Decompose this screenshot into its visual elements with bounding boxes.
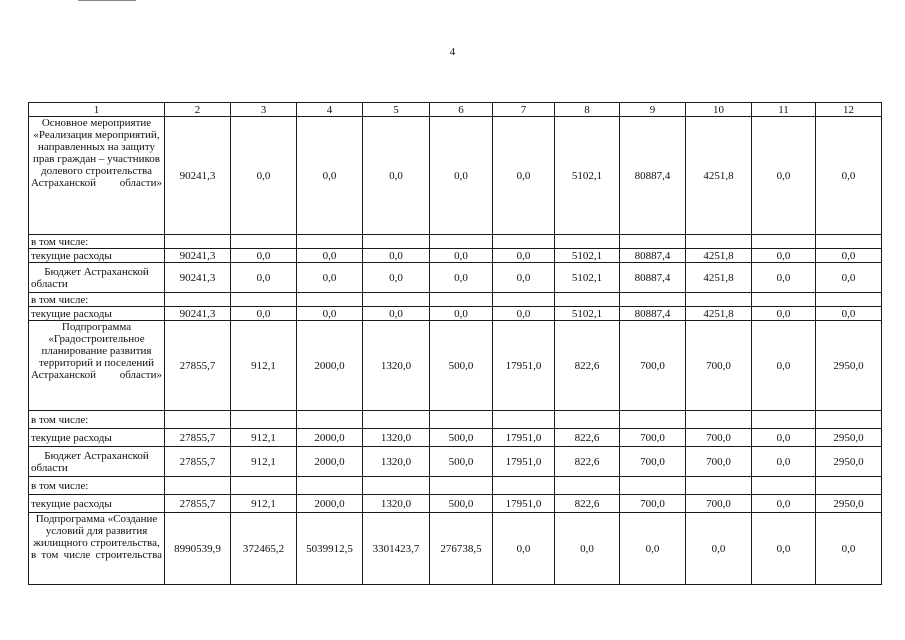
value-cell: 0,0 xyxy=(816,263,882,293)
value-cell: 0,0 xyxy=(752,263,816,293)
value-cell: 27855,7 xyxy=(165,321,231,411)
value-cell: 0,0 xyxy=(752,429,816,447)
value-cell xyxy=(231,235,297,249)
value-cell: 0,0 xyxy=(231,307,297,321)
value-cell: 5102,1 xyxy=(555,263,620,293)
value-cell: 0,0 xyxy=(430,263,493,293)
value-cell: 0,0 xyxy=(231,117,297,235)
value-cell: 0,0 xyxy=(816,249,882,263)
value-cell: 0,0 xyxy=(752,513,816,585)
value-cell xyxy=(620,477,686,495)
value-cell: 0,0 xyxy=(297,117,363,235)
value-cell: 0,0 xyxy=(231,249,297,263)
value-cell xyxy=(493,235,555,249)
table-row xyxy=(29,495,882,513)
value-cell xyxy=(555,293,620,307)
value-cell: 90241,3 xyxy=(165,307,231,321)
value-cell: 0,0 xyxy=(752,117,816,235)
value-cell: 90241,3 xyxy=(165,249,231,263)
value-cell: 0,0 xyxy=(816,513,882,585)
table-row xyxy=(29,117,882,235)
value-cell: 0,0 xyxy=(363,117,430,235)
header-cell: 4 xyxy=(297,103,363,117)
value-cell xyxy=(231,477,297,495)
value-cell: 2950,0 xyxy=(816,429,882,447)
value-cell: 0,0 xyxy=(752,495,816,513)
value-cell: 90241,3 xyxy=(165,117,231,235)
table-row xyxy=(29,307,882,321)
value-cell: 0,0 xyxy=(493,249,555,263)
value-cell: 500,0 xyxy=(430,429,493,447)
header-cell: 9 xyxy=(620,103,686,117)
value-cell xyxy=(816,293,882,307)
table-row xyxy=(29,249,882,263)
header-cell: 10 xyxy=(686,103,752,117)
value-cell: 700,0 xyxy=(620,447,686,477)
value-cell: 0,0 xyxy=(493,513,555,585)
value-cell xyxy=(165,411,231,429)
value-cell xyxy=(493,411,555,429)
row-label: Подпрограмма «Создание условий для развития жилищного строительства, в том числе строительства xyxy=(29,513,165,585)
value-cell: 0,0 xyxy=(686,513,752,585)
value-cell xyxy=(363,235,430,249)
value-cell xyxy=(493,293,555,307)
value-cell xyxy=(752,235,816,249)
value-cell: 0,0 xyxy=(493,117,555,235)
value-cell: 0,0 xyxy=(297,307,363,321)
value-cell: 0,0 xyxy=(363,307,430,321)
value-cell: 17951,0 xyxy=(493,495,555,513)
value-cell xyxy=(231,411,297,429)
value-cell: 5039912,5 xyxy=(297,513,363,585)
value-cell: 17951,0 xyxy=(493,321,555,411)
value-cell: 0,0 xyxy=(297,249,363,263)
value-cell xyxy=(555,235,620,249)
value-cell xyxy=(165,293,231,307)
table-row xyxy=(29,447,882,477)
value-cell: 8990539,9 xyxy=(165,513,231,585)
value-cell: 0,0 xyxy=(231,263,297,293)
value-cell: 912,1 xyxy=(231,495,297,513)
value-cell xyxy=(363,293,430,307)
value-cell: 5102,1 xyxy=(555,117,620,235)
value-cell xyxy=(686,293,752,307)
value-cell: 700,0 xyxy=(620,429,686,447)
value-cell xyxy=(297,477,363,495)
value-cell: 0,0 xyxy=(430,117,493,235)
value-cell xyxy=(297,235,363,249)
value-cell xyxy=(430,411,493,429)
value-cell: 912,1 xyxy=(231,429,297,447)
value-cell xyxy=(620,293,686,307)
row-label: в том числе: xyxy=(29,411,165,429)
value-cell: 500,0 xyxy=(430,447,493,477)
value-cell xyxy=(363,477,430,495)
value-cell: 912,1 xyxy=(231,447,297,477)
scan-mark xyxy=(78,0,136,1)
value-cell xyxy=(165,235,231,249)
value-cell: 0,0 xyxy=(752,321,816,411)
value-cell: 80887,4 xyxy=(620,117,686,235)
value-cell: 4251,8 xyxy=(686,307,752,321)
value-cell: 700,0 xyxy=(686,429,752,447)
value-cell: 0,0 xyxy=(430,249,493,263)
value-cell: 0,0 xyxy=(363,263,430,293)
value-cell: 17951,0 xyxy=(493,429,555,447)
value-cell: 2950,0 xyxy=(816,447,882,477)
value-cell xyxy=(620,411,686,429)
value-cell xyxy=(165,477,231,495)
value-cell: 822,6 xyxy=(555,447,620,477)
value-cell xyxy=(686,477,752,495)
value-cell xyxy=(555,477,620,495)
value-cell: 0,0 xyxy=(620,513,686,585)
value-cell: 2950,0 xyxy=(816,321,882,411)
table-row xyxy=(29,411,882,429)
header-row xyxy=(29,103,882,117)
value-cell: 2000,0 xyxy=(297,495,363,513)
row-label: в том числе: xyxy=(29,235,165,249)
value-cell: 700,0 xyxy=(686,321,752,411)
value-cell: 0,0 xyxy=(752,307,816,321)
table-row xyxy=(29,477,882,495)
budget-table xyxy=(28,102,882,585)
value-cell: 80887,4 xyxy=(620,249,686,263)
value-cell: 822,6 xyxy=(555,495,620,513)
value-cell: 2950,0 xyxy=(816,495,882,513)
row-label: текущие расходы xyxy=(29,495,165,513)
table-row xyxy=(29,429,882,447)
value-cell: 0,0 xyxy=(752,447,816,477)
header-cell: 7 xyxy=(493,103,555,117)
value-cell xyxy=(297,411,363,429)
value-cell: 2000,0 xyxy=(297,447,363,477)
value-cell: 700,0 xyxy=(620,321,686,411)
value-cell xyxy=(363,411,430,429)
header-cell: 11 xyxy=(752,103,816,117)
value-cell: 0,0 xyxy=(752,249,816,263)
value-cell xyxy=(752,293,816,307)
value-cell: 27855,7 xyxy=(165,447,231,477)
value-cell: 0,0 xyxy=(493,263,555,293)
value-cell xyxy=(620,235,686,249)
header-cell: 3 xyxy=(231,103,297,117)
value-cell: 276738,5 xyxy=(430,513,493,585)
header-cell: 2 xyxy=(165,103,231,117)
value-cell: 0,0 xyxy=(363,249,430,263)
header-cell: 8 xyxy=(555,103,620,117)
value-cell: 1320,0 xyxy=(363,495,430,513)
table-row xyxy=(29,293,882,307)
value-cell xyxy=(430,477,493,495)
value-cell xyxy=(231,293,297,307)
value-cell: 0,0 xyxy=(555,513,620,585)
value-cell: 700,0 xyxy=(620,495,686,513)
value-cell: 4251,8 xyxy=(686,117,752,235)
value-cell xyxy=(816,235,882,249)
value-cell: 4251,8 xyxy=(686,249,752,263)
value-cell xyxy=(555,411,620,429)
value-cell xyxy=(686,235,752,249)
row-label: Бюджет Астраханской области xyxy=(29,263,165,293)
value-cell: 90241,3 xyxy=(165,263,231,293)
value-cell: 0,0 xyxy=(816,117,882,235)
value-cell xyxy=(430,235,493,249)
value-cell: 5102,1 xyxy=(555,307,620,321)
value-cell xyxy=(493,477,555,495)
row-label: Бюджет Астраханской области xyxy=(29,447,165,477)
value-cell: 822,6 xyxy=(555,321,620,411)
value-cell xyxy=(686,411,752,429)
value-cell: 3301423,7 xyxy=(363,513,430,585)
row-label: текущие расходы xyxy=(29,307,165,321)
page-number: 4 xyxy=(449,46,456,58)
value-cell: 27855,7 xyxy=(165,495,231,513)
value-cell: 372465,2 xyxy=(231,513,297,585)
table-row xyxy=(29,235,882,249)
value-cell: 1320,0 xyxy=(363,321,430,411)
value-cell: 2000,0 xyxy=(297,321,363,411)
value-cell xyxy=(430,293,493,307)
header-cell: 5 xyxy=(363,103,430,117)
value-cell: 1320,0 xyxy=(363,447,430,477)
value-cell: 0,0 xyxy=(297,263,363,293)
value-cell: 500,0 xyxy=(430,321,493,411)
row-label: Подпрограмма «Градостроительное планирование развития территорий и поселений Астраханской области» xyxy=(29,321,165,411)
value-cell xyxy=(752,411,816,429)
value-cell: 700,0 xyxy=(686,447,752,477)
value-cell: 27855,7 xyxy=(165,429,231,447)
table-row xyxy=(29,321,882,411)
value-cell: 2000,0 xyxy=(297,429,363,447)
value-cell: 822,6 xyxy=(555,429,620,447)
value-cell: 700,0 xyxy=(686,495,752,513)
row-label: текущие расходы xyxy=(29,249,165,263)
value-cell: 17951,0 xyxy=(493,447,555,477)
value-cell: 912,1 xyxy=(231,321,297,411)
row-label: в том числе: xyxy=(29,293,165,307)
value-cell xyxy=(752,477,816,495)
value-cell: 0,0 xyxy=(816,307,882,321)
value-cell: 0,0 xyxy=(493,307,555,321)
value-cell xyxy=(816,477,882,495)
value-cell: 4251,8 xyxy=(686,263,752,293)
value-cell: 80887,4 xyxy=(620,307,686,321)
table-row xyxy=(29,263,882,293)
row-label: в том числе: xyxy=(29,477,165,495)
value-cell: 500,0 xyxy=(430,495,493,513)
header-cell: 1 xyxy=(29,103,165,117)
header-cell: 12 xyxy=(816,103,882,117)
value-cell xyxy=(816,411,882,429)
value-cell: 0,0 xyxy=(430,307,493,321)
value-cell xyxy=(297,293,363,307)
header-cell: 6 xyxy=(430,103,493,117)
row-label: Основное мероприятие «Реализация мероприятий, направленных на защиту прав граждан – участников долевого строительства Астраханской области» xyxy=(29,117,165,235)
value-cell: 80887,4 xyxy=(620,263,686,293)
row-label: текущие расходы xyxy=(29,429,165,447)
value-cell: 1320,0 xyxy=(363,429,430,447)
table-row xyxy=(29,513,882,585)
value-cell: 5102,1 xyxy=(555,249,620,263)
